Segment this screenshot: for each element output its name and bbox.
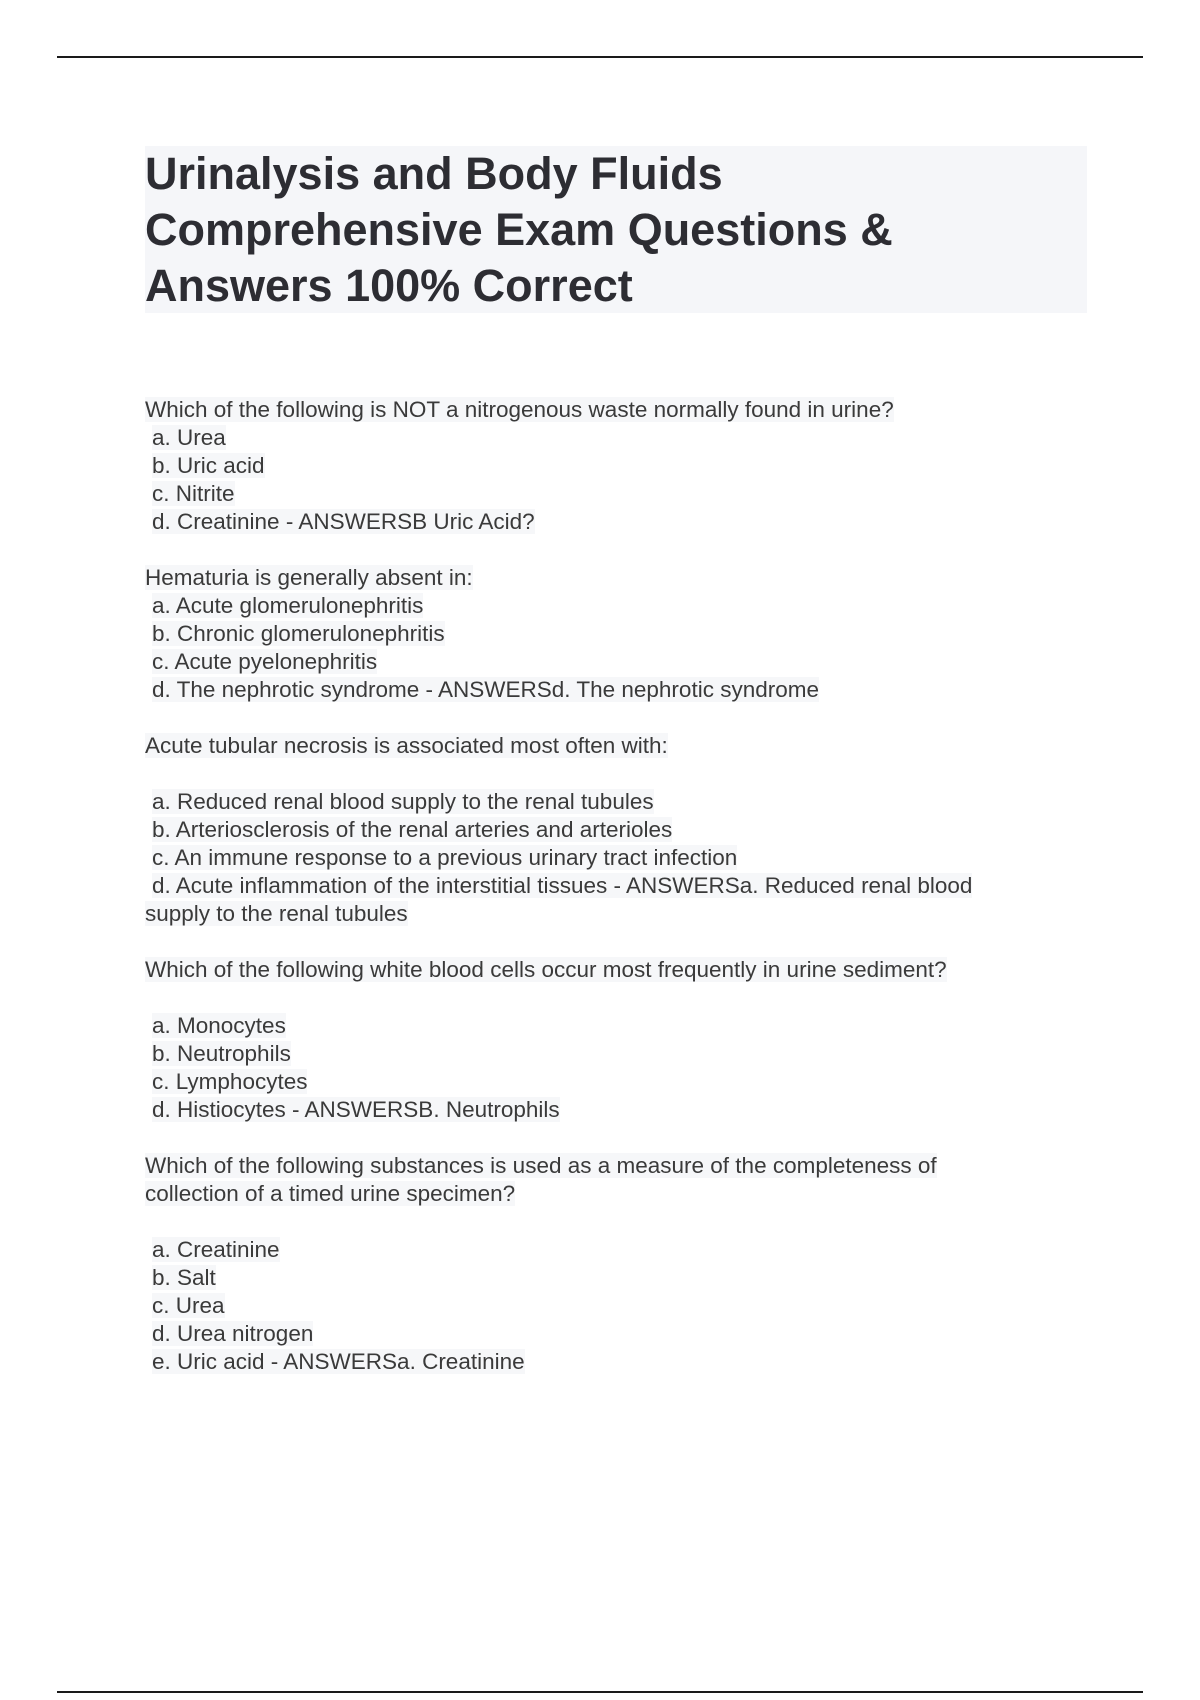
- answer-option-with-answer: e. Uric acid - ANSWERSa. Creatinine: [152, 1349, 525, 1374]
- answer-option: c. An immune response to a previous urinary tract infection: [152, 845, 738, 870]
- question-text: Acute tubular necrosis is associated most often with:: [145, 733, 668, 758]
- answer-option: a. Acute glomerulonephritis: [152, 593, 424, 618]
- footer-rule: [57, 1691, 1143, 1693]
- question-text: collection of a timed urine specimen?: [145, 1181, 516, 1206]
- answer-option: b. Neutrophils: [152, 1041, 291, 1066]
- question-text: Which of the following is NOT a nitrogenous waste normally found in urine?: [145, 397, 894, 422]
- question-block: [145, 956, 1105, 1124]
- answer-option: a. Urea: [152, 425, 226, 450]
- answer-option-with-answer: d. Acute inflammation of the interstitial tissues - ANSWERSa. Reduced renal blood: [152, 873, 973, 898]
- question-text: Which of the following white blood cells occur most frequently in urine sediment?: [145, 957, 947, 982]
- title-block: [145, 146, 1087, 313]
- answer-option: b. Arteriosclerosis of the renal arteries and arterioles: [152, 817, 673, 842]
- answer-option-with-answer: d. Creatinine - ANSWERSB Uric Acid?: [152, 509, 535, 534]
- title-line: Answers 100% Correct: [145, 260, 633, 311]
- question-block: [145, 1152, 1105, 1376]
- question-text: Which of the following substances is used as a measure of the completeness of: [145, 1153, 937, 1178]
- answer-option: c. Lymphocytes: [152, 1069, 308, 1094]
- answer-option: b. Salt: [152, 1265, 216, 1290]
- question-block: [145, 396, 1105, 536]
- document-title: [145, 146, 1087, 314]
- blank-line: [145, 984, 1105, 1012]
- answer-option: a. Reduced renal blood supply to the renal tubules: [152, 789, 654, 814]
- question-block: [145, 564, 1105, 704]
- answer-option: a. Creatinine: [152, 1237, 280, 1262]
- question-block: [145, 732, 1105, 928]
- answer-option: b. Uric acid: [152, 453, 265, 478]
- title-line: Urinalysis and Body Fluids: [145, 148, 723, 199]
- answer-option-with-answer: d. The nephrotic syndrome - ANSWERSd. The nephrotic syndrome: [152, 677, 819, 702]
- answer-option: b. Chronic glomerulonephritis: [152, 621, 445, 646]
- blank-line: [145, 1208, 1105, 1236]
- answer-option: c. Nitrite: [152, 481, 235, 506]
- answer-continuation: supply to the renal tubules: [145, 901, 408, 926]
- answer-option: a. Monocytes: [152, 1013, 286, 1038]
- question-list: [145, 396, 1105, 1404]
- title-line: Comprehensive Exam Questions &: [145, 204, 893, 255]
- question-text: Hematuria is generally absent in:: [145, 565, 473, 590]
- answer-option: d. Urea nitrogen: [152, 1321, 314, 1346]
- blank-line: [145, 760, 1105, 788]
- answer-option: c. Acute pyelonephritis: [152, 649, 378, 674]
- answer-option-with-answer: d. Histiocytes - ANSWERSB. Neutrophils: [152, 1097, 560, 1122]
- answer-option: c. Urea: [152, 1293, 225, 1318]
- header-rule: [57, 56, 1143, 58]
